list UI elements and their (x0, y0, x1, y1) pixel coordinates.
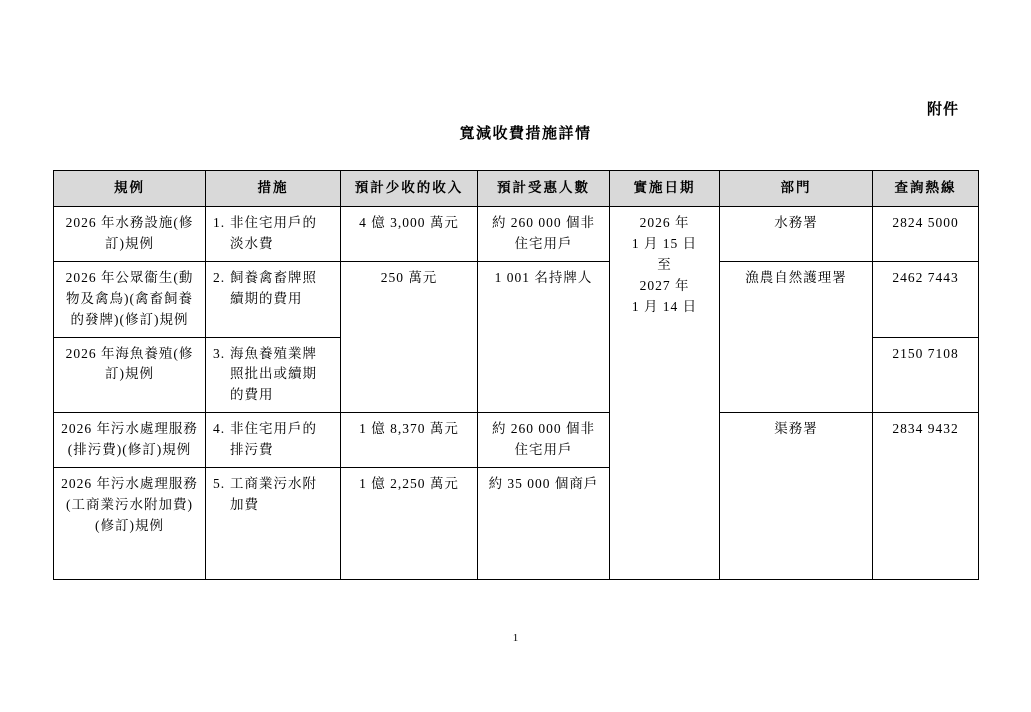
cell-hotline: 2150 7108 (873, 337, 979, 413)
fee-concession-measures-table (53, 170, 979, 580)
column-header-department: 部門 (720, 171, 873, 207)
annex-label: 附件 (926, 102, 959, 118)
measure-text: 非住宅用戶的排污費 (230, 421, 317, 458)
cell-hotline: 2824 5000 (873, 206, 979, 261)
measure-text: 工商業污水附加費 (230, 476, 317, 513)
cell-beneficiaries: 約 35 000 個商戶 (478, 468, 610, 580)
cell-regulation: 2026 年公眾衞生(動物及禽鳥)(禽畜飼養的發牌)(修訂)規例 (54, 261, 206, 337)
cell-regulation: 2026 年污水處理服務(排污費)(修訂)規例 (54, 413, 206, 468)
cell-department: 渠務署 (720, 413, 873, 580)
cell-revenue-forgone: 1 億 8,370 萬元 (341, 413, 478, 468)
cell-regulation: 2026 年海魚養殖(修訂)規例 (54, 337, 206, 413)
column-header-beneficiaries: 預計受惠人數 (478, 171, 610, 207)
cell-hotline: 2834 9432 (873, 413, 979, 580)
cell-revenue-forgone: 1 億 2,250 萬元 (341, 468, 478, 580)
cell-measure (206, 337, 341, 413)
cell-revenue-forgone: 250 萬元 (341, 261, 478, 413)
column-header-regulation: 規例 (54, 171, 206, 207)
cell-revenue-forgone: 4 億 3,000 萬元 (341, 206, 478, 261)
page-number: 1 (512, 632, 519, 644)
column-header-implementation-date: 實施日期 (610, 171, 720, 207)
measure-number: 4. (213, 421, 226, 437)
page-title: 寬減收費措施詳情 (459, 126, 592, 142)
cell-beneficiaries: 約 260 000 個非住宅用戶 (478, 206, 610, 261)
table-header-row (54, 171, 979, 207)
column-header-hotline: 查詢熱線 (873, 171, 979, 207)
measure-text: 海魚養殖業牌照批出或續期的費用 (230, 345, 317, 403)
table-row (54, 413, 979, 468)
table-row (54, 206, 979, 261)
cell-beneficiaries: 1 001 名持牌人 (478, 261, 610, 413)
cell-measure (206, 468, 341, 580)
cell-department: 漁農自然護理署 (720, 261, 873, 413)
measure-number: 2. (213, 269, 226, 285)
table-row (54, 261, 979, 337)
cell-measure (206, 413, 341, 468)
cell-regulation: 2026 年水務設施(修訂)規例 (54, 206, 206, 261)
cell-measure (206, 261, 341, 337)
measure-number: 3. (213, 345, 226, 361)
cell-department: 水務署 (720, 206, 873, 261)
measure-number: 1. (213, 214, 226, 230)
column-header-measure: 措施 (206, 171, 341, 207)
measure-number: 5. (213, 476, 226, 492)
measure-text: 飼養禽畜牌照續期的費用 (230, 269, 317, 306)
cell-regulation: 2026 年污水處理服務(工商業污水附加費)(修訂)規例 (54, 468, 206, 580)
column-header-revenue-forgone: 預計少收的收入 (341, 171, 478, 207)
cell-measure (206, 206, 341, 261)
cell-beneficiaries: 約 260 000 個非住宅用戶 (478, 413, 610, 468)
measure-text: 非住宅用戶的淡水費 (230, 214, 317, 251)
cell-hotline: 2462 7443 (873, 261, 979, 337)
cell-implementation-date: 2026 年 1 月 15 日 至 2027 年 1 月 14 日 (610, 206, 720, 579)
